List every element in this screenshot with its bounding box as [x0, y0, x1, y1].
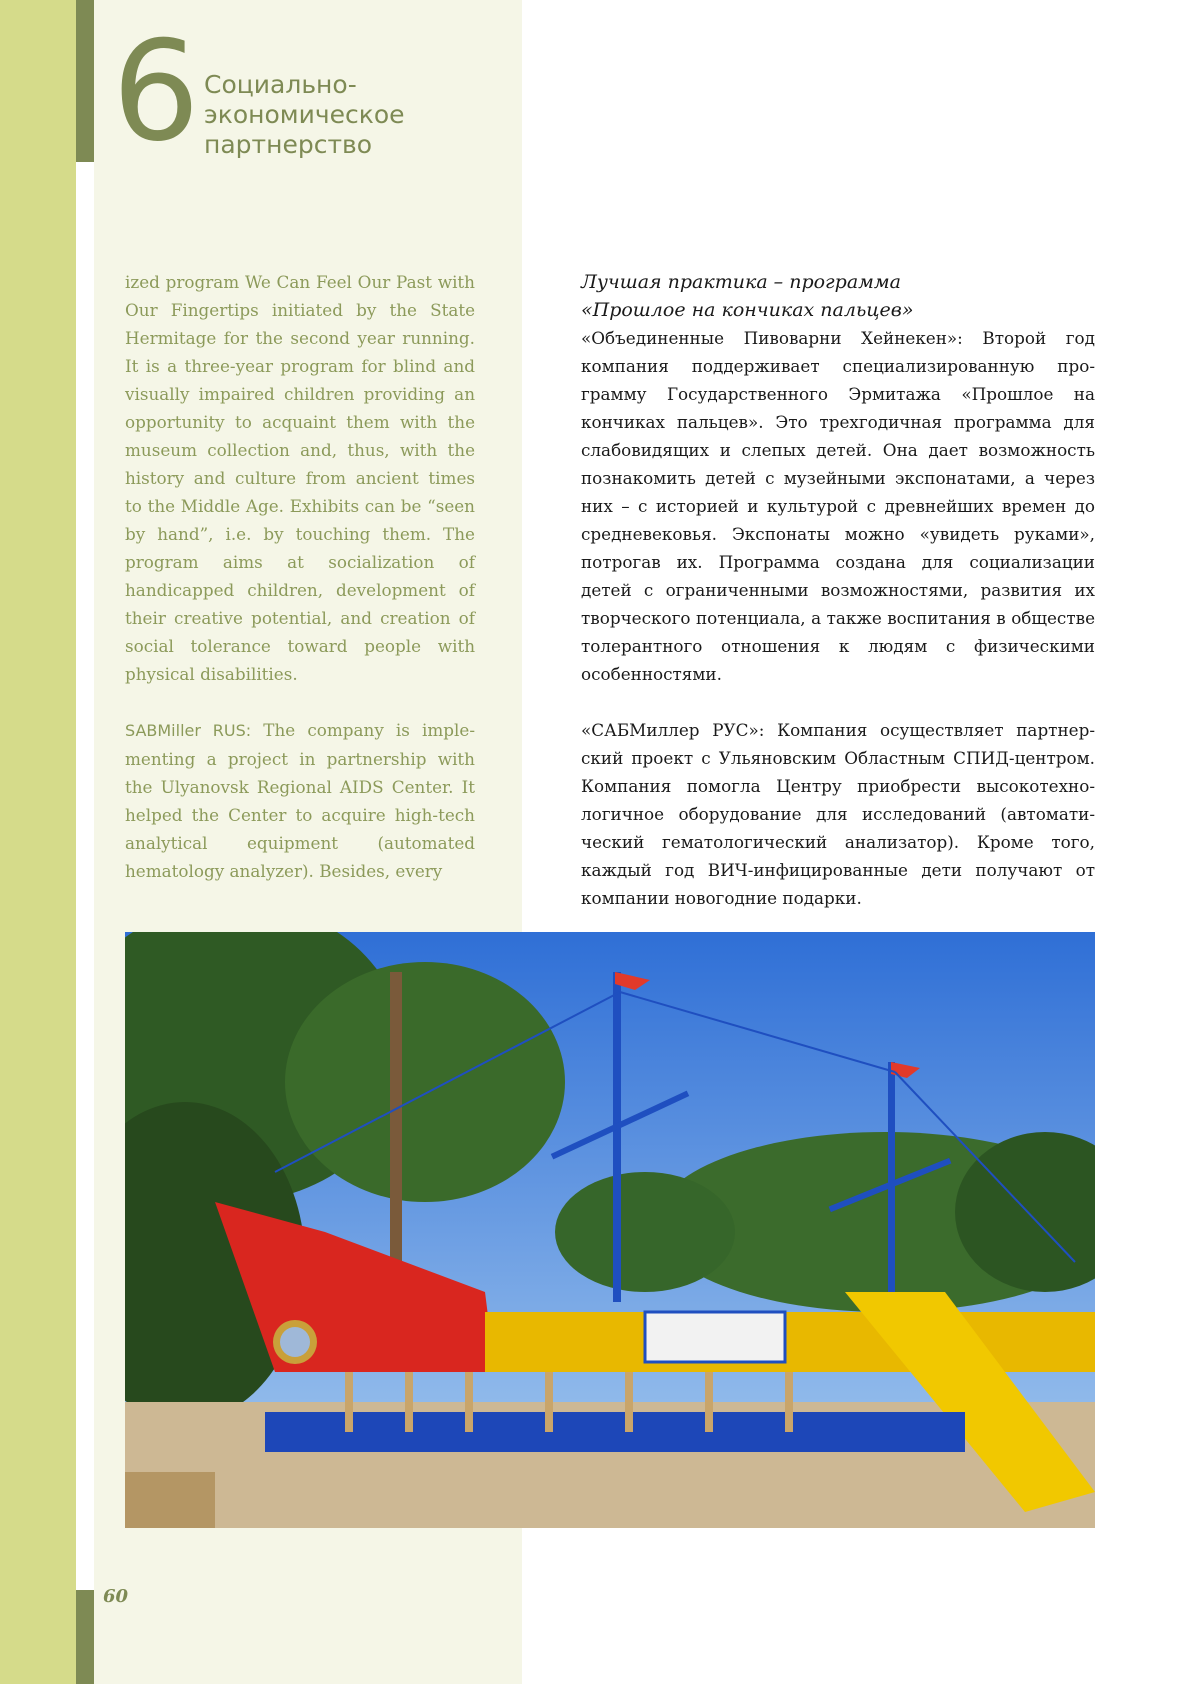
wooden-logs [125, 1472, 215, 1528]
heading-line: Лучшая практика – программа [581, 271, 901, 293]
chapter-title [204, 70, 464, 160]
blue-base [265, 1412, 965, 1452]
russian-text-column [581, 268, 1095, 912]
russian-paragraph: «САБМиллер РУС»: Компания осуществляет партнерский проект с Ульяновским Областным СПИД-центром. Компания помогла Центру приобрести высокотехнологичное оборудование для исследований (автоматический гематологический анализатор). Кроме того, каждый год ВИЧ-инфицированные дети получают от компании новогодние подарки. [581, 720, 1095, 908]
best-practice-heading [581, 268, 1095, 324]
heading-line: «Прошлое на кончиках пальцев» [581, 299, 914, 321]
company-name: SABMiller RUS: [125, 721, 252, 740]
page-number: 60 [103, 1586, 129, 1607]
playground-photo [125, 932, 1095, 1528]
english-paragraph [125, 716, 475, 885]
english-paragraph: ized program We Can Feel Our Past with Our Fingertips initiated by the State Hermitage for the second year running. It is a three-year program for blind and visually impaired children providing an opportunity to acquaint them with the museum collection and, thus, with the history and culture from ancient times to the Middle Age. Exhibits can be “seen by hand”, i.e. by touching them. The program aims at socialization of handicapped children, development of their creative potential, and creation of social tolerance toward people with physical disabilities. [125, 272, 475, 684]
russian-paragraph: «Объединенные Пивоварни Хейнекен»: Второй год компания поддерживает специализированную программу Государственного Эрмитажа «Прошлое на кончиках пальцев». Это трехгодичная программа для слабовидящих и слепых детей. Она дает возможность познакомить детей с музейными экспонатами, а через них – с историей и культурой с древнейших времен до средневековья. Экспонаты можно «увидеть руками», потрогав их. Программа создана для социализации детей с ограниченными возможностями, развития их творческого потенциала, а также воспитания в обществе толерантного отношения к людям с физическими особенностями. [581, 328, 1095, 684]
chapter-title-line: экономическое [204, 100, 405, 129]
tree-trunk [390, 972, 402, 1292]
english-text-column [125, 268, 475, 885]
chapter-title-line: Социально- [204, 70, 357, 99]
footer-marker-bar [76, 1590, 94, 1684]
chapter-title-line: партнерство [204, 130, 373, 159]
paragraph-body: The company is implementing a project in partnership with the Ulyanovsk Regional AIDS Center. It helped the Center to acquire high-tech analytical equipment (automated hematology analyzer). Besides, every [125, 720, 475, 881]
chapter-number: 6 [112, 11, 200, 172]
chapter-marker-bar [76, 0, 94, 162]
info-sign [645, 1312, 785, 1362]
yellow-deck [485, 1312, 1095, 1372]
left-color-strip [0, 0, 76, 1684]
